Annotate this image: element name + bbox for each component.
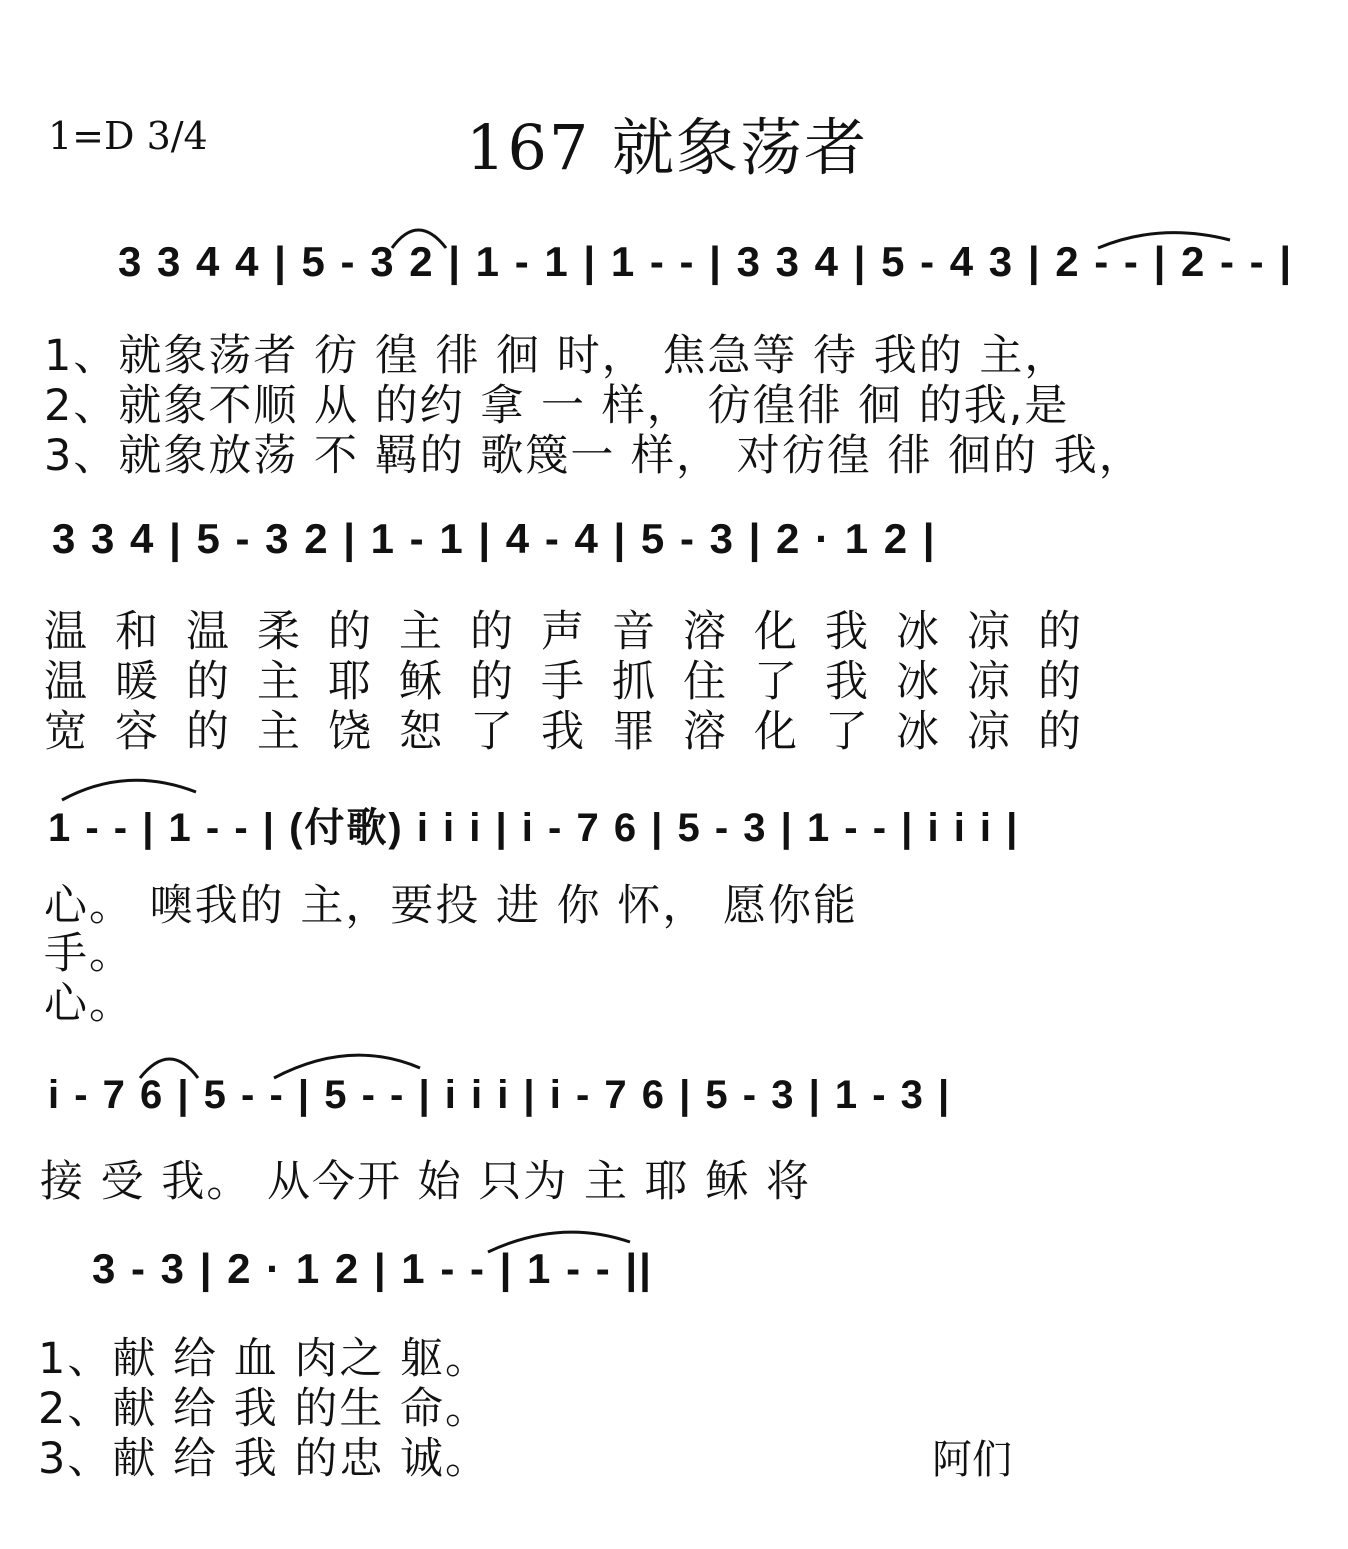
tie-mark <box>62 780 196 800</box>
lyric-line-4: 接 受 我。 从今开 始 只为 主 耶 稣 将 <box>40 1157 812 1207</box>
tie-mark <box>274 1055 420 1078</box>
notation-line-4: i - 7 6 | 5 - - | 5 - - | i i i | i - 7 6 | 5 - 3 | 1 - 3 | <box>48 1073 952 1117</box>
lyric-line-3-verse-1: 心。 噢我的 主，要投 进 你 怀， 愿你能 <box>44 881 859 931</box>
lyric-line-1-verse-3: 3、就象放荡 不 羁的 歌篾一 样， 对彷徨 徘 徊的 我， <box>44 431 1144 481</box>
tie-mark <box>392 230 446 248</box>
lyric-line-3-verse-3: 心。 <box>44 979 134 1029</box>
key-signature: 1=D 3/4 <box>48 114 208 158</box>
tie-mark <box>488 1232 630 1252</box>
notation-line-5: 3 - 3 | 2 · 1 2 | 1 - - | 1 - - || <box>92 1245 653 1292</box>
notation-line-1: 3 3 4 4 | 5 - 3 2 | 1 - 1 | 1 - - | 3 3 4 | 5 - 4 3 | 2 - - | 2 - - | <box>118 238 1294 285</box>
notation-line-3: 1 - - | 1 - - | (付歌) i i i | i - 7 6 | 5 - 3 | 1 - - | i i i | <box>48 806 1020 850</box>
amen-text: 阿们 <box>932 1437 1012 1483</box>
lyric-line-5-verse-3: 3、献 给 我 的忠 诚。 <box>38 1434 491 1484</box>
lyric-line-2-verse-1: 温和温柔的主的声音溶化我冰凉的 <box>44 607 1109 657</box>
song-title: 167 就象荡者 <box>466 111 869 184</box>
lyric-line-5-verse-2: 2、献 给 我 的生 命。 <box>38 1384 491 1434</box>
notation-line-2: 3 3 4 | 5 - 3 2 | 1 - 1 | 4 - 4 | 5 - 3 | 2 · 1 2 | <box>52 515 937 562</box>
lyric-line-2-verse-3: 宽容的主饶恕了我罪溶化了冰凉的 <box>44 707 1109 757</box>
lyric-line-1-verse-1: 1、就象荡者 彷 徨 徘 徊 时， 焦急等 待 我的 主， <box>44 331 1070 381</box>
lyric-line-1-verse-2: 2、就象不顺 从 的约 拿 一 样， 彷徨徘 徊 的我,是 <box>44 381 1070 431</box>
lyric-line-2-verse-2: 温暖的主耶稣的手抓住了我冰凉的 <box>44 657 1109 707</box>
lyric-line-3-verse-2: 手。 <box>44 929 134 979</box>
tie-mark <box>140 1059 198 1078</box>
tie-mark <box>1098 233 1230 248</box>
lyric-line-5-verse-1: 1、献 给 血 肉之 躯。 <box>38 1334 491 1384</box>
